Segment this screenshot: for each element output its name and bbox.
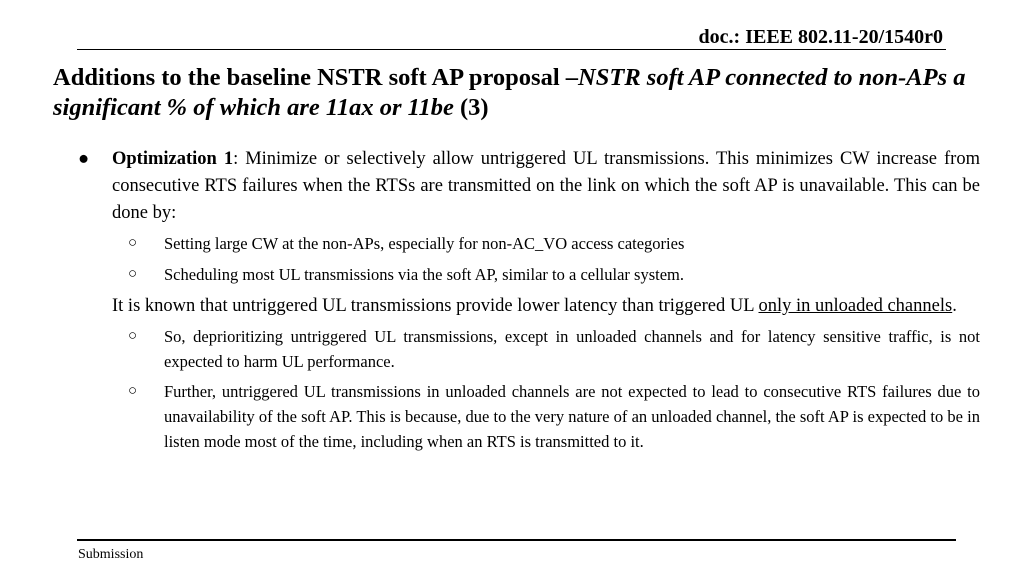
sub-bullet-deprioritizing (0, 324, 1024, 374)
footer-divider (77, 539, 956, 541)
paragraph-end: . (952, 296, 957, 316)
sub-bullet-unloaded-channels (0, 379, 1024, 454)
sub-bullet-scheduling (0, 262, 1024, 287)
header-divider (77, 49, 946, 50)
bullet-dot-icon: ● (78, 149, 90, 169)
latency-paragraph (0, 293, 1024, 320)
slide-body (0, 146, 1024, 454)
bullet-circle-icon: ○ (128, 266, 138, 282)
optimization-text: : Minimize or selectively allow untriggered UL transmissions. This minimizes CW increase from consecutive RTS failures when the RTSs are transmitted on the link on which the soft AP is unavailable. This can be done by: (112, 149, 980, 223)
title-italic-text: NSTR soft AP connected to non-APs a significant % of which are 11ax or 11be (53, 64, 966, 121)
title-suffix: (3) (453, 94, 489, 121)
sub-bullet-text: Scheduling most UL transmissions via the soft AP, similar to a cellular system. (164, 265, 685, 284)
slide-title (53, 63, 1003, 123)
underlined-phrase: only in unloaded channels (758, 296, 953, 316)
footer-submission: Submission (78, 547, 144, 562)
bullet-circle-icon: ○ (128, 383, 138, 399)
bullet-circle-icon: ○ (128, 328, 138, 344)
sub-bullet-text: Setting large CW at the non-APs, especially for non-AC_VO access categories (164, 234, 685, 253)
sub-bullet-large-cw (0, 231, 1024, 256)
title-text: Additions to the baseline NSTR soft AP proposal – (53, 64, 579, 91)
sub-bullet-text: So, deprioritizing untriggered UL transmissions, except in unloaded channels and for latency sensitive traffic, is not expected to harm UL performance. (164, 327, 980, 371)
bullet-optimization-1 (0, 146, 1024, 227)
document-id: doc.: IEEE 802.11-20/1540r0 (698, 26, 943, 48)
optimization-label: Optimization 1 (112, 149, 234, 169)
bullet-circle-icon: ○ (128, 235, 138, 251)
paragraph-text: It is known that untriggered UL transmissions provide lower latency than triggered UL (112, 296, 759, 316)
sub-bullet-text: Further, untriggered UL transmissions in unloaded channels are not expected to lead to consecutive RTS failures due to unavailability of the soft AP. This is because, due to the very nature of an unloaded channel, the soft AP is expected to be in listen mode most of the time, including when an RTS is transmitted to it. (164, 382, 980, 451)
